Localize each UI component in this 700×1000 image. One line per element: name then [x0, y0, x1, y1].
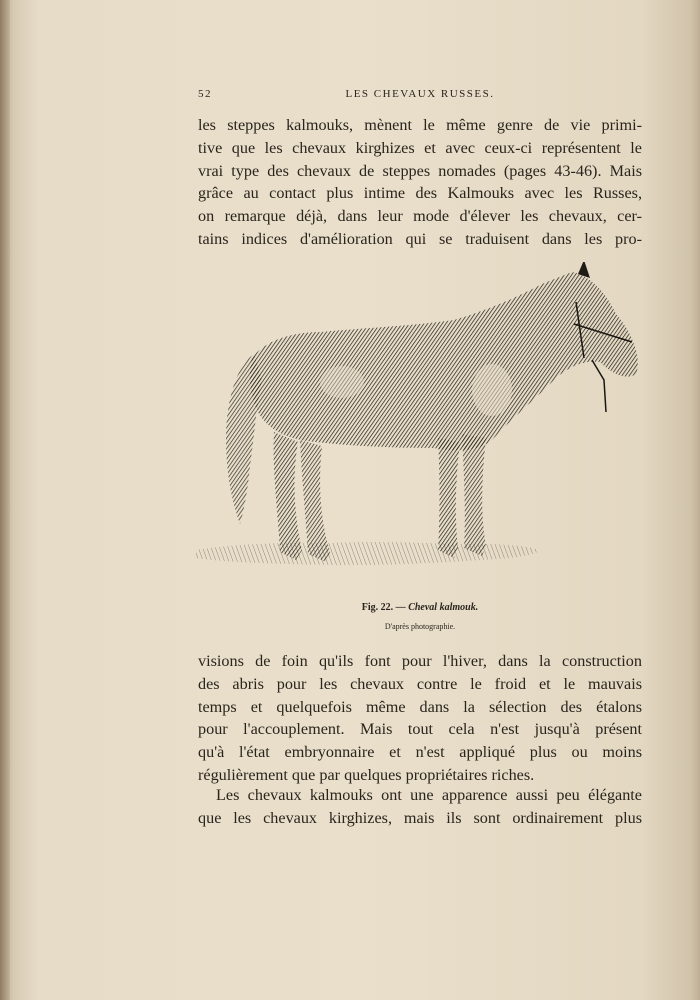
- horse-body: [250, 272, 638, 450]
- figure-caption: [198, 602, 642, 613]
- horse-hind-leg: [274, 432, 302, 560]
- text-line: on remarque déjà, dans leur mode d'élever les chevaux, cer-: [198, 207, 642, 226]
- paragraph-bottom: [198, 784, 642, 830]
- text-line: que les chevaux kirghizes, mais ils sont ordinairement plus: [198, 808, 642, 827]
- text-line: des abris pour les chevaux contre le froid et le mauvais: [198, 674, 642, 693]
- running-title: LES CHEVAUX RUSSES.: [345, 88, 495, 100]
- paragraph-top: [198, 114, 642, 251]
- text-line: pour l'accouplement. Mais tout cela n'est jusqu'à présent: [198, 720, 642, 739]
- figure-credit: D'après photographie.: [384, 622, 456, 631]
- flank-highlight: [320, 366, 364, 398]
- page-header: [198, 88, 642, 104]
- text-line: tains indices d'amélioration qui se traduisent dans les pro-: [198, 229, 642, 248]
- text-line: tive que les chevaux kirghizes et avec ceux-ci représentent le: [198, 138, 642, 157]
- figure-label: Fig. 22. —: [361, 602, 409, 613]
- text-line: temps et quelquefois même dans la sélection des étalons: [198, 697, 642, 716]
- text-line: vrai type des chevaux de steppes nomades (pages 43-46). Mais: [198, 161, 642, 180]
- ground-shadow: [196, 542, 538, 565]
- text-line: Les chevaux kalmouks ont une apparence aussi peu élégante: [216, 786, 642, 804]
- horse-foreleg-far: [462, 434, 486, 556]
- horse-foreleg: [438, 438, 460, 558]
- text-line: régulièrement que par quelques propriétaires riches.: [198, 765, 535, 784]
- text-line: qu'à l'état embryonnaire et n'est appliqué plus ou moins: [198, 743, 642, 762]
- text-line: visions de foin qu'ils font pour l'hiver, dans la construction: [198, 652, 642, 670]
- book-spine-shadow: [0, 0, 10, 1000]
- page-number: 52: [198, 88, 212, 100]
- paragraph-middle: [198, 650, 642, 787]
- shoulder-highlight: [472, 364, 512, 416]
- text-line: les steppes kalmouks, mènent le même genre de vie primi-: [198, 116, 642, 134]
- horse-engraving-icon: [192, 262, 648, 592]
- figure-title: Cheval kalmouk.: [408, 602, 479, 613]
- text-line: grâce au contact plus intime des Kalmouks avec les Russes,: [198, 184, 642, 203]
